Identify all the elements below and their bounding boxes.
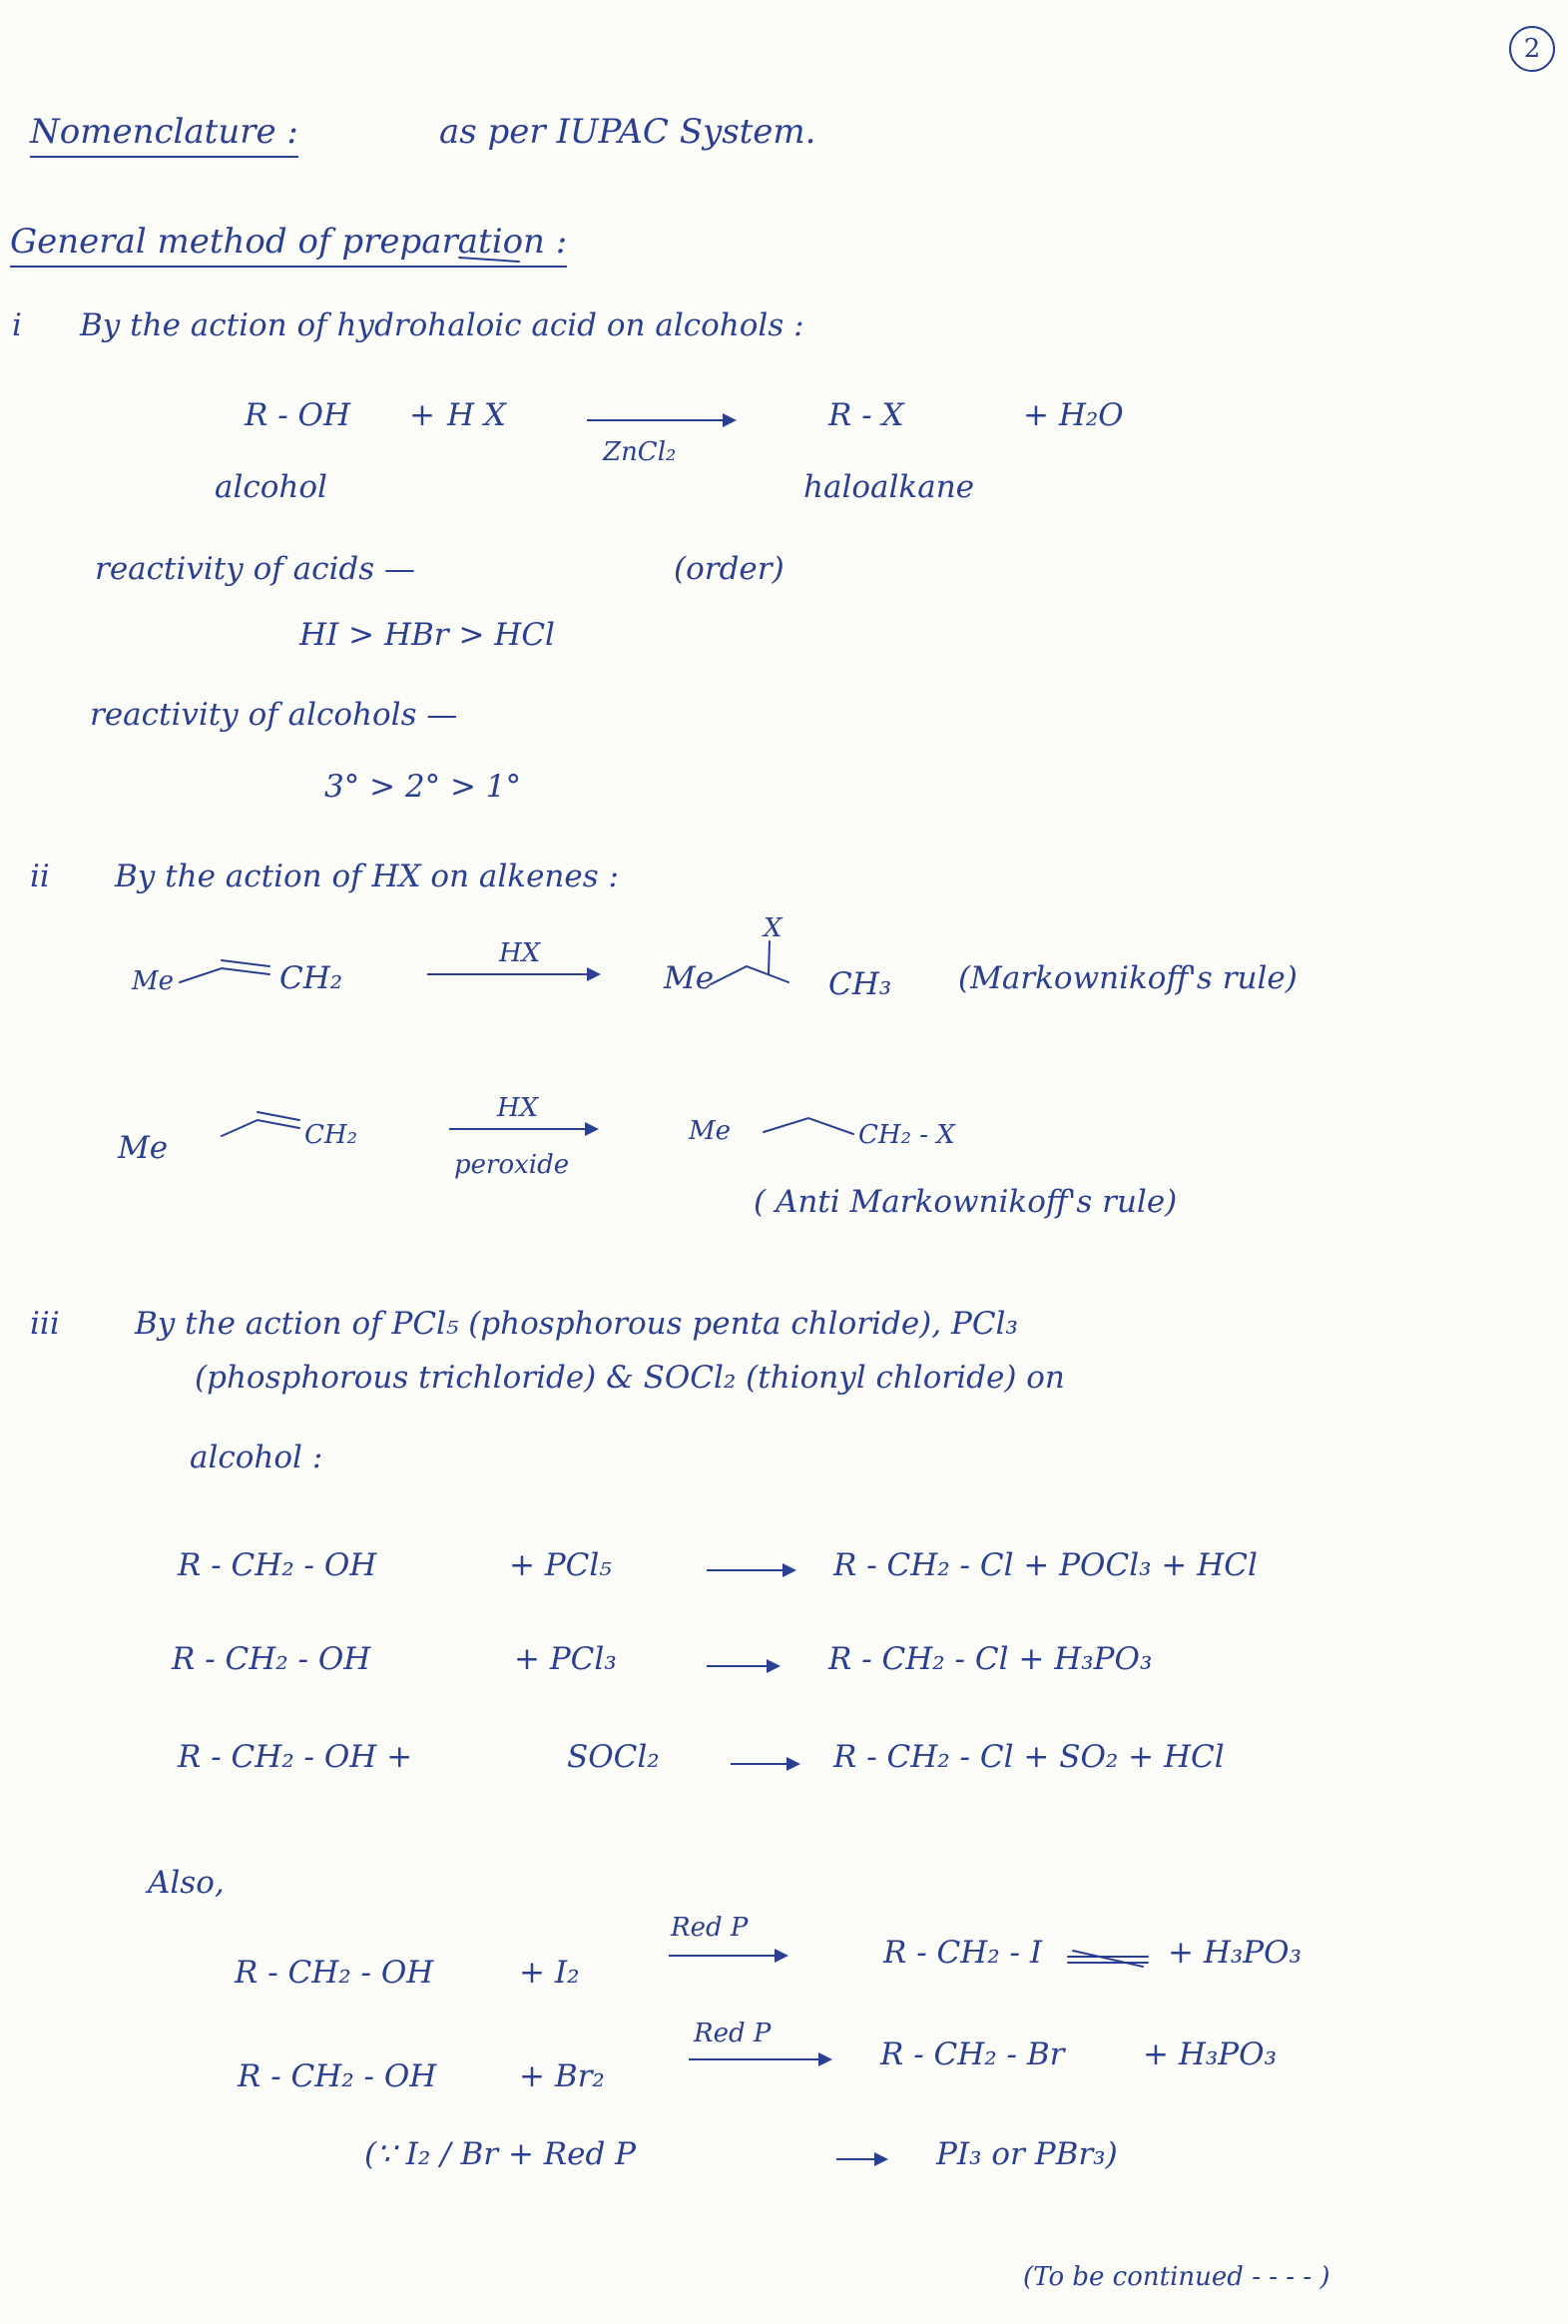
eq-i-lhs2: H X [447, 397, 506, 433]
section-underline [459, 258, 519, 262]
iii-eq3-reagent: SOCl₂ [567, 1739, 660, 1775]
also-eq1-reagent: + I₂ [519, 1955, 580, 1991]
eq-i-plus: + [409, 397, 435, 433]
iii-eq2-lhs: R - CH₂ - OH [172, 1641, 371, 1677]
also-eq1-rhs: R - CH₂ - I [883, 1935, 1043, 1971]
item-i-title: By the action of hydrohaloic acid on alcohols : [80, 307, 804, 343]
r1-rule: (Markownikoff's rule) [958, 960, 1298, 996]
nomenclature-label: Nomenclature : [30, 112, 298, 158]
r2-condition: peroxide [454, 1150, 570, 1180]
iii-eq3-lhs: R - CH₂ - OH + [178, 1739, 413, 1775]
to-be-continued: (To be continued - - - - ) [1023, 2262, 1330, 2292]
r2-product: CH₂ - X [858, 1120, 955, 1150]
r1-product-bond [711, 966, 788, 984]
r2-me: Me [689, 1116, 732, 1146]
item-iii-line2: (phosphorous trichloride) & SOCl₂ (thionyl chloride) on [195, 1360, 1065, 1396]
item-number-iii: iii [30, 1306, 60, 1342]
strikeout-scribble [1068, 1951, 1148, 1967]
r1-double-bond [222, 960, 269, 966]
r1-x: X [764, 913, 783, 943]
r2-alkene-bond [222, 1120, 299, 1136]
note-rhs: PI₃ or PBr₃) [936, 2136, 1118, 2172]
label-alcohol: alcohol [215, 469, 327, 505]
also-eq2-rhs: R - CH₂ - Br [880, 2036, 1065, 2072]
item-number-i: i [12, 307, 22, 343]
also-eq2-condition: Red P [694, 2019, 772, 2048]
nomenclature-value: as per IUPAC System. [439, 112, 816, 152]
r1-ch2: CH₂ [279, 960, 343, 996]
iii-eq2-reagent: + PCl₃ [514, 1641, 617, 1677]
r1-reactant: Me [132, 966, 175, 996]
iii-eq1-lhs: R - CH₂ - OH [178, 1547, 377, 1583]
iii-eq1-reagent: + PCl₅ [509, 1547, 612, 1583]
item-number-ii: ii [30, 859, 50, 894]
note-lhs: (∵ I₂ / Br + Red P [364, 2136, 637, 2172]
iii-eq1-rhs: R - CH₂ - Cl + POCl₃ + HCl [833, 1547, 1258, 1583]
r1-ch3: CH₃ [828, 966, 892, 1002]
acid-order: HI > HBr > HCl [299, 617, 555, 653]
r2-reactant: Me [118, 1130, 169, 1166]
r2-ch2: CH₂ [304, 1120, 357, 1150]
item-iii-line3: alcohol : [190, 1440, 323, 1475]
section-heading: General method of preparation : [10, 222, 567, 268]
eq-i-rhs2: + H₂O [1023, 397, 1124, 433]
eq-i-lhs1: R - OH [245, 397, 350, 433]
also-eq2-reagent: + Br₂ [519, 2058, 605, 2094]
iii-eq3-rhs: R - CH₂ - Cl + SO₂ + HCl [833, 1739, 1225, 1775]
reactivity-alcohols-label: reactivity of alcohols — [90, 697, 458, 733]
alcohol-order: 3° > 2° > 1° [324, 769, 522, 805]
r2-rule: ( Anti Markownikoff's rule) [754, 1184, 1178, 1220]
r1-reagent: HX [499, 938, 541, 968]
item-ii-title: By the action of HX on alkenes : [115, 859, 619, 894]
r1-me: Me [664, 960, 715, 996]
item-iii-line1: By the action of PCl₅ (phosphorous penta chloride), PCl₃ [135, 1306, 1018, 1342]
also-eq1-condition: Red P [671, 1913, 749, 1943]
iii-eq2-rhs: R - CH₂ - Cl + H₃PO₃ [828, 1641, 1153, 1677]
r2-reagent: HX [497, 1093, 539, 1123]
r1-alkene-bond [180, 968, 269, 982]
also-label: Also, [148, 1865, 225, 1901]
label-haloalkane: haloalkane [803, 469, 974, 505]
order-label: (order) [674, 551, 784, 587]
r2-product-bond [764, 1118, 853, 1134]
page-number: 2 [1509, 26, 1555, 72]
also-eq1-lhs: R - CH₂ - OH [235, 1955, 434, 1991]
also-eq2-byproduct: + H₃PO₃ [1143, 2036, 1277, 2072]
eq-i-rhs1: R - X [828, 397, 904, 433]
r2-double-bond [258, 1112, 299, 1120]
r1-x-bond [769, 941, 770, 974]
reactivity-acids-label: reactivity of acids — [95, 551, 415, 587]
also-eq1-byproduct: + H₃PO₃ [1168, 1935, 1302, 1971]
eq-i-condition: ZnCl₂ [603, 437, 677, 467]
also-eq2-lhs: R - CH₂ - OH [238, 2058, 437, 2094]
